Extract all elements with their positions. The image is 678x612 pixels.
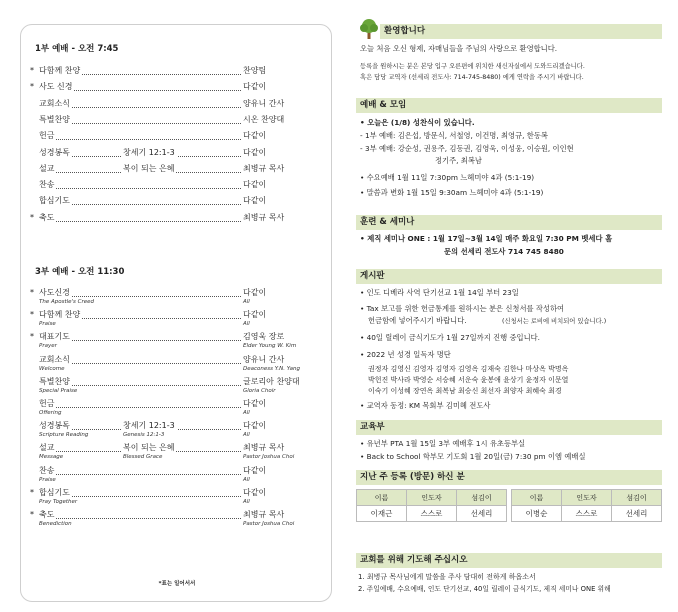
leader-dots	[72, 331, 241, 341]
service-item-en: Praise	[39, 476, 56, 483]
worship-line: - 1부 예배: 김은섭, 방문식, 서철영, 이건명, 최영규, 한동복	[360, 131, 548, 140]
service-item: 대표기도	[39, 332, 70, 342]
service-item: 사도신경	[39, 288, 70, 297]
visitor-guide: 스스로	[562, 506, 612, 522]
worship-line: • 오늘은 (1/8) 성찬식이 있습니다.	[360, 118, 475, 127]
board-line: (신청서는 로비에 비치되어 있습니다.)	[502, 318, 607, 325]
standing-mark: *	[30, 82, 34, 92]
service-detail: 창세기 12:1-3	[123, 147, 175, 157]
training-header: 훈련 & 세미나	[356, 215, 662, 230]
service-leader-en: All	[243, 498, 250, 505]
board-line: 권정자 김영신 김영자 김영자 김영옥 김재숙 김한나 마상옥 박명옥	[368, 365, 569, 373]
standing-mark: *	[30, 510, 34, 519]
service-leader: 다같이	[243, 421, 267, 431]
education-line2: • Back to School 학부모 기도회 1월 20일(금) 7:30 pm 이엠 예배실	[360, 452, 586, 461]
standing-mark: *	[30, 212, 34, 222]
education-header: 교육부	[356, 420, 662, 435]
service-row	[29, 98, 319, 111]
service-leader: 다같이	[243, 82, 267, 92]
service-item-en: The Apostle's Creed	[39, 299, 95, 305]
service-leader: 시온 찬양대	[243, 114, 285, 124]
service-row	[29, 65, 319, 78]
board-line: 헌금함에 넣어주시기 바랍니다.	[368, 316, 467, 325]
service-item: 합심기도	[39, 196, 70, 206]
service-leader-en: Elder Young W. Kim	[243, 343, 297, 350]
service-row	[29, 130, 319, 143]
leader-dots	[72, 195, 241, 205]
standing-mark: *	[30, 487, 34, 497]
service-leader: 다같이	[243, 288, 267, 297]
service-item-en: Prayer	[39, 343, 57, 350]
service-item: 특별찬양	[39, 114, 70, 124]
col-server-header: 섬김이	[612, 490, 662, 506]
worship-line: 정기주, 최복남	[435, 156, 482, 165]
service-row	[29, 179, 319, 192]
service-item: 헌금	[39, 131, 55, 141]
service-row	[29, 509, 319, 527]
service-row	[29, 287, 319, 305]
service-item: 다함께 찬양	[39, 310, 81, 320]
service-leader: 다같이	[243, 465, 267, 475]
visitor-server: 선세리	[612, 506, 662, 522]
service-leader: 최병규 목사	[243, 510, 285, 519]
service-leader: 최병규 목사	[243, 443, 285, 453]
service-row	[29, 398, 319, 416]
order-of-service-panel	[20, 24, 332, 602]
worship-header: 예배 & 모임	[356, 98, 662, 113]
col-name-header: 이름	[512, 490, 562, 506]
leader-dots	[56, 179, 241, 189]
service-item: 사도 신경	[39, 82, 73, 92]
service-leader-en: Deaconess Y.N. Yang	[243, 365, 300, 372]
standing-mark: *	[30, 66, 34, 75]
service-row	[29, 465, 319, 483]
service-detail: 창세기 12:1-3	[123, 421, 175, 431]
service-item: 헌금	[39, 399, 55, 408]
welcome-line3: 혹은 담당 교역자 (선세리 전도사: 714-745-8480) 에게 연락을 주시기 바랍니다.	[360, 74, 584, 81]
training-line1: • 제직 세미나 ONE : 1월 17일~3월 14일 매주 화요일 7:30 PM 벳세다 홀	[360, 234, 613, 243]
service-row	[29, 212, 319, 225]
leader-dots	[72, 114, 241, 124]
service-leader: 양유니 간사	[243, 354, 285, 364]
leader-dots	[74, 81, 241, 91]
standing-mark: *	[30, 332, 34, 342]
service-item: 합심기도	[39, 487, 70, 497]
welcome-header: 환영합니다	[380, 24, 662, 39]
service-leader: 최병규 목사	[243, 212, 285, 222]
leader-dots	[56, 212, 241, 222]
service-item: 찬송	[39, 180, 55, 190]
standing-note: *표는 일어서서	[158, 581, 196, 587]
service-leader-en: Pastor Joshua Choi	[243, 454, 295, 461]
visitors-table-right	[511, 489, 662, 522]
service-leader-en: All	[243, 410, 250, 416]
leader-dots	[56, 398, 241, 408]
leader-dots	[82, 65, 241, 75]
service-leader-en: Gloria Choir	[243, 387, 276, 394]
service-leader: 최병규 목사	[243, 163, 285, 173]
col-server-header: 섬김이	[457, 490, 507, 506]
welcome-line2: 등록을 원하시는 분은 본당 입구 오른편에 위치한 새신자실에서 도와드리겠습니다.	[360, 63, 585, 70]
service-leader: 다같이	[243, 399, 267, 408]
board-line: 이숙기 이성혜 장연옥 최복남 최승신 최선자 최양자 최혜숙 최경	[368, 387, 562, 395]
service-leader: 다같이	[243, 180, 267, 190]
service-detail-en: Blessed Grace	[123, 454, 163, 461]
standing-mark: *	[30, 288, 34, 297]
visitors-table-left	[356, 489, 507, 522]
service-item: 특별찬양	[39, 376, 70, 386]
prayer-header: 교회를 위해 기도해 주십시오	[356, 553, 662, 568]
service-item: 축도	[39, 212, 55, 222]
board-line: • 교역자 동정: KM 목회부 김미혜 전도사	[360, 401, 491, 410]
service-row	[29, 376, 319, 394]
leader-dots	[72, 98, 241, 108]
service-item: 성경봉독	[39, 147, 70, 157]
board-line: • 40일 릴레이 금식기도가 1월 27일까지 진행 중입니다.	[360, 333, 540, 342]
col-name-header: 이름	[357, 490, 407, 506]
leader-dots	[72, 354, 241, 364]
service-row	[29, 420, 319, 439]
leader-dots	[72, 287, 241, 297]
service-leader-en: All	[243, 321, 250, 328]
service-item: 교회소식	[39, 354, 70, 364]
service-row	[29, 487, 319, 505]
worship-line: • 수요예배 1월 11일 7:30pm 느헤미야 4과 (5:1-19)	[360, 173, 535, 182]
standing-mark: *	[30, 310, 34, 320]
leader-dots	[56, 509, 241, 519]
service-row	[29, 309, 319, 328]
service-leader-en: All	[243, 432, 250, 439]
service-leader: 양유니 간사	[243, 98, 285, 108]
service-item: 성경봉독	[39, 421, 70, 431]
leader-dots	[82, 309, 241, 319]
prayer-line1: 1. 최병규 목사님에게 말씀을 주사 담대히 전하게 하옵소서	[358, 573, 536, 581]
service-row	[29, 354, 319, 372]
service-leader: 다같이	[243, 487, 267, 497]
col-guide-header: 인도자	[562, 490, 612, 506]
leader-dots	[72, 376, 241, 386]
board-line: • 인도 디베라 사역 단기선교 1월 14일 부터 23일	[360, 288, 519, 297]
service-row	[29, 331, 319, 350]
service-item: 다함께 찬양	[39, 66, 81, 75]
education-line1: • 유년부 PTA 1월 15일 3부 예배후 1시 유초등부실	[360, 439, 526, 448]
board-line: • Tax 보고를 위한 헌금통계를 원하시는 분은 신청서를 작성하여	[360, 304, 565, 313]
service-item: 교회소식	[39, 98, 70, 108]
service-detail: 복이 되는 은혜	[123, 443, 175, 453]
service-leader: 김영욱 장로	[243, 332, 285, 342]
service-item-en: Pray Together	[39, 498, 78, 505]
visitor-name: 이병순	[512, 506, 562, 522]
service-row	[29, 195, 319, 208]
service-item: 설교	[39, 443, 55, 453]
service-item: 설교	[39, 163, 55, 173]
service-item-en: Scripture Reading	[39, 432, 89, 439]
service-leader: 다같이	[243, 147, 267, 157]
visitor-server: 선세리	[457, 506, 507, 522]
service-row	[29, 147, 319, 160]
col-guide-header: 인도자	[407, 490, 457, 506]
service-item-en: Praise	[39, 321, 56, 328]
worship-line: • 말씀과 변화 1월 15일 9:30am 느헤미야 4과 (5:1-19)	[360, 188, 544, 197]
leader-dots	[56, 130, 241, 140]
service-leader: 다같이	[243, 310, 267, 320]
leader-dots	[72, 487, 241, 497]
visitor-name: 이재근	[357, 506, 407, 522]
service-leader-en: Pastor Joshua Choi	[243, 521, 295, 527]
service-item: 찬송	[39, 465, 55, 475]
service-leader: 다같이	[243, 196, 267, 206]
service-detail-en: Genesis 12:1-3	[123, 432, 165, 439]
service-row	[29, 81, 319, 94]
leader-dots	[56, 465, 241, 475]
service-item-en: Welcome	[39, 365, 65, 372]
service1-title: 1부 예배 - 오전 7:45	[35, 44, 119, 54]
tree-logo-icon	[358, 18, 380, 40]
prayer-line2: 2. 주일예배, 수요예배, 인도 단기선교, 40일 릴레이 금식기도, 제직 세미나 ONE 위해	[358, 585, 611, 593]
service-row	[29, 163, 319, 176]
service-item: 축도	[39, 510, 55, 519]
service-detail: 복이 되는 은혜	[123, 163, 175, 173]
service-leader: 다같이	[243, 131, 267, 141]
visitors-header: 지난 주 등록 (방문) 하신 분	[356, 470, 662, 485]
service-leader: 글로리아 찬양대	[243, 376, 300, 386]
service-leader: 찬양팀	[243, 66, 267, 75]
board-line: • 2022 년 성경 일독자 명단	[360, 350, 451, 359]
service-row	[29, 114, 319, 127]
service-item-en: Offering	[39, 410, 62, 416]
board-header: 게시판	[356, 269, 662, 284]
service3-title: 3부 예배 - 오전 11:30	[35, 267, 125, 277]
service-row	[29, 442, 319, 461]
service-item-en: Benediction	[39, 521, 72, 527]
service-leader-en: All	[243, 476, 250, 483]
training-line2: 문의 선세리 전도사 714 745 8480	[444, 247, 564, 256]
board-line: 박헌진 박사라 박영순 서승혜 서운숙 윤봉애 윤상기 윤정자 이문열	[368, 376, 569, 384]
visitor-guide: 스스로	[407, 506, 457, 522]
service-leader-en: All	[243, 299, 250, 305]
service-item-en: Message	[39, 454, 64, 461]
worship-line: - 3부 예배: 강순성, 권용주, 김동권, 김영욱, 이성웅, 이승원, 이인현	[360, 144, 574, 153]
welcome-line1: 오늘 처음 오신 형제, 자매님들을 주님의 사랑으로 환영합니다.	[360, 44, 558, 53]
service-item-en: Special Praise	[39, 387, 78, 394]
